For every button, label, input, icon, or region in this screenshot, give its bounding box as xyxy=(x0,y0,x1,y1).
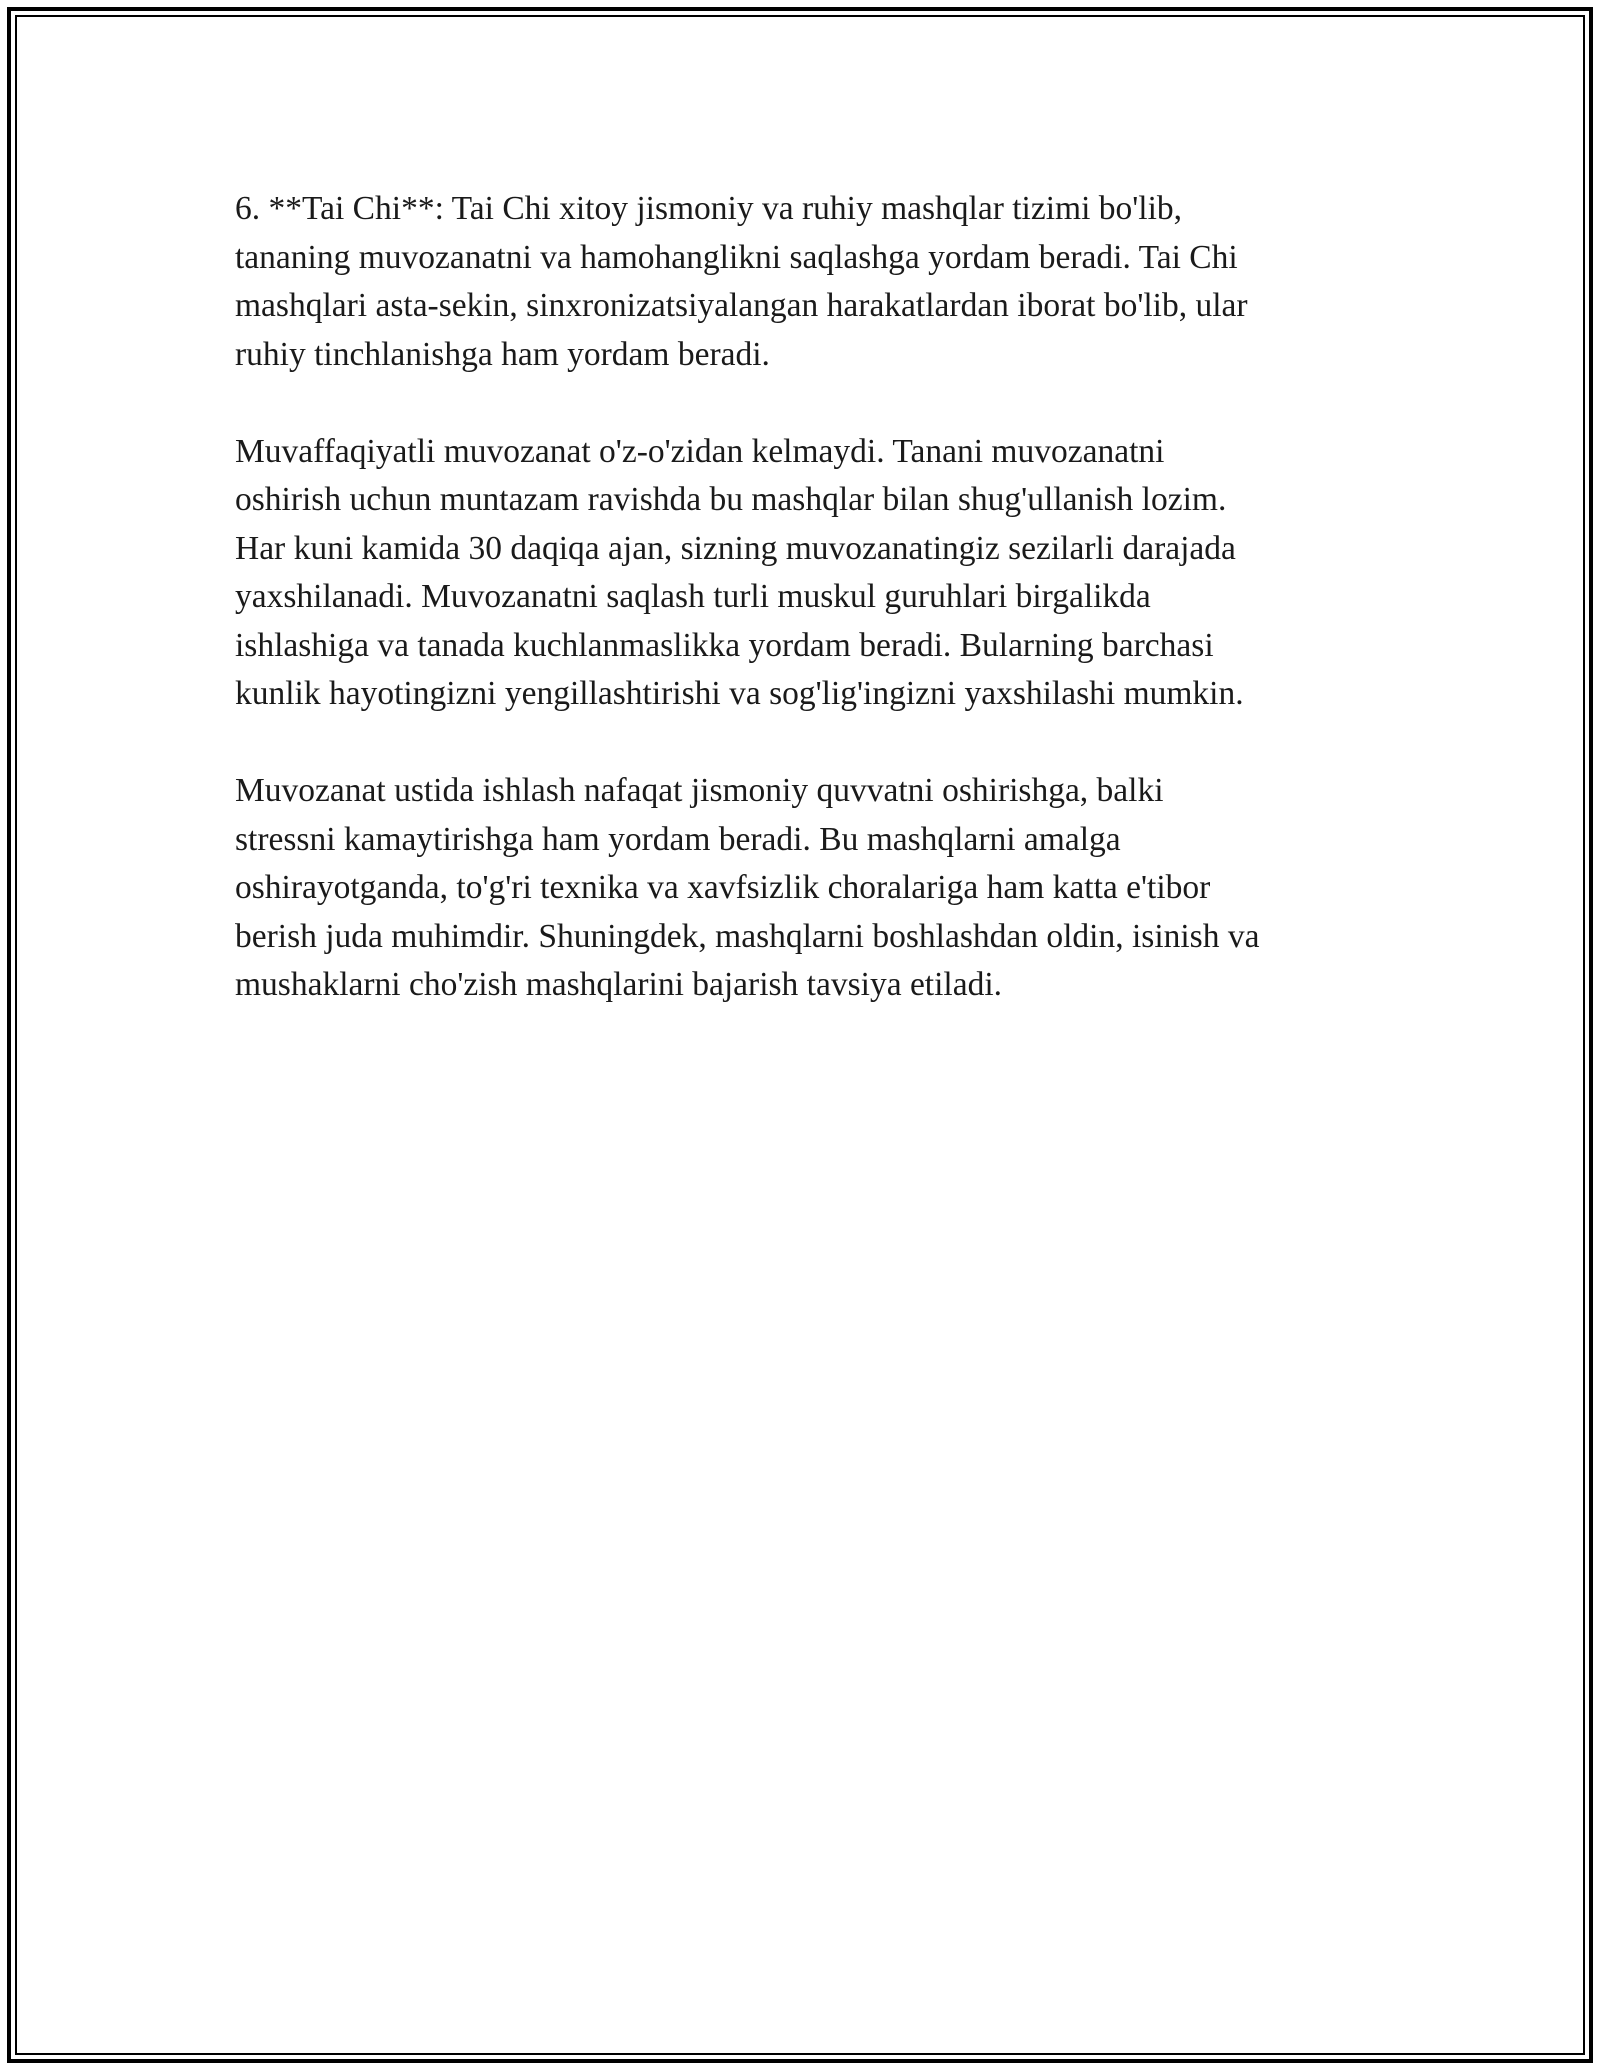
text-line: yaxshilanadi. Muvozanatni saqlash turli muskul guruhlari birgalikda xyxy=(235,578,1151,615)
text-line: oshirayotganda, to'g'ri texnika va xavfsizlik choralariga ham katta e'tibor xyxy=(235,869,1211,906)
text-line: ruhiy tinchlanishga ham yordam beradi. xyxy=(235,335,770,373)
text-line: mushaklarni cho'zish mashqlarini bajarish tavsiya etiladi. xyxy=(235,966,1003,1003)
text-line: Har kuni kamida 30 daqiqa ajan, sizning muvozanatingiz sezilarli darajada xyxy=(235,529,1236,567)
text-line: mashqlari asta-sekin, sinxronizatsiyalangan harakatlardan iborat bo'lib, ular xyxy=(235,287,1248,324)
text-line: stressni kamaytirishga ham yordam beradi. Bu mashqlarni amalga xyxy=(235,820,1121,858)
text-line: berish juda muhimdir. Shuningdek, mashqlarni boshlashdan oldin, isinish va xyxy=(235,917,1260,955)
text-line: Muvozanat ustida ishlash nafaqat jismoniy quvvatni oshirishga, balki xyxy=(235,772,1164,809)
paragraph-successful-balance xyxy=(235,428,1385,719)
paragraph-balance-work xyxy=(235,767,1385,1010)
text-line: Muvaffaqiyatli muvozanat o'z-o'zidan kelmaydi. Tanani muvozanatni xyxy=(235,432,1165,470)
text-line: kunlik hayotingizni yengillashtirishi va sog'lig'ingizni yaxshilashi mumkin. xyxy=(235,675,1244,712)
text-line: 6. **Tai Chi**: Tai Chi xitoy jismoniy va ruhiy mashqlar tizimi bo'lib, xyxy=(235,190,1183,227)
text-line: oshirish uchun muntazam ravishda bu mashqlar bilan shug'ullanish lozim. xyxy=(235,481,1227,518)
document-body xyxy=(235,185,1385,1058)
paragraph-tai-chi xyxy=(235,185,1385,379)
text-line: tananing muvozanatni va hamohanglikni saqlashga yordam beradi. Tai Chi xyxy=(235,238,1238,276)
text-line: ishlashiga va tanada kuchlanmaslikka yordam beradi. Bularning barchasi xyxy=(235,626,1214,664)
